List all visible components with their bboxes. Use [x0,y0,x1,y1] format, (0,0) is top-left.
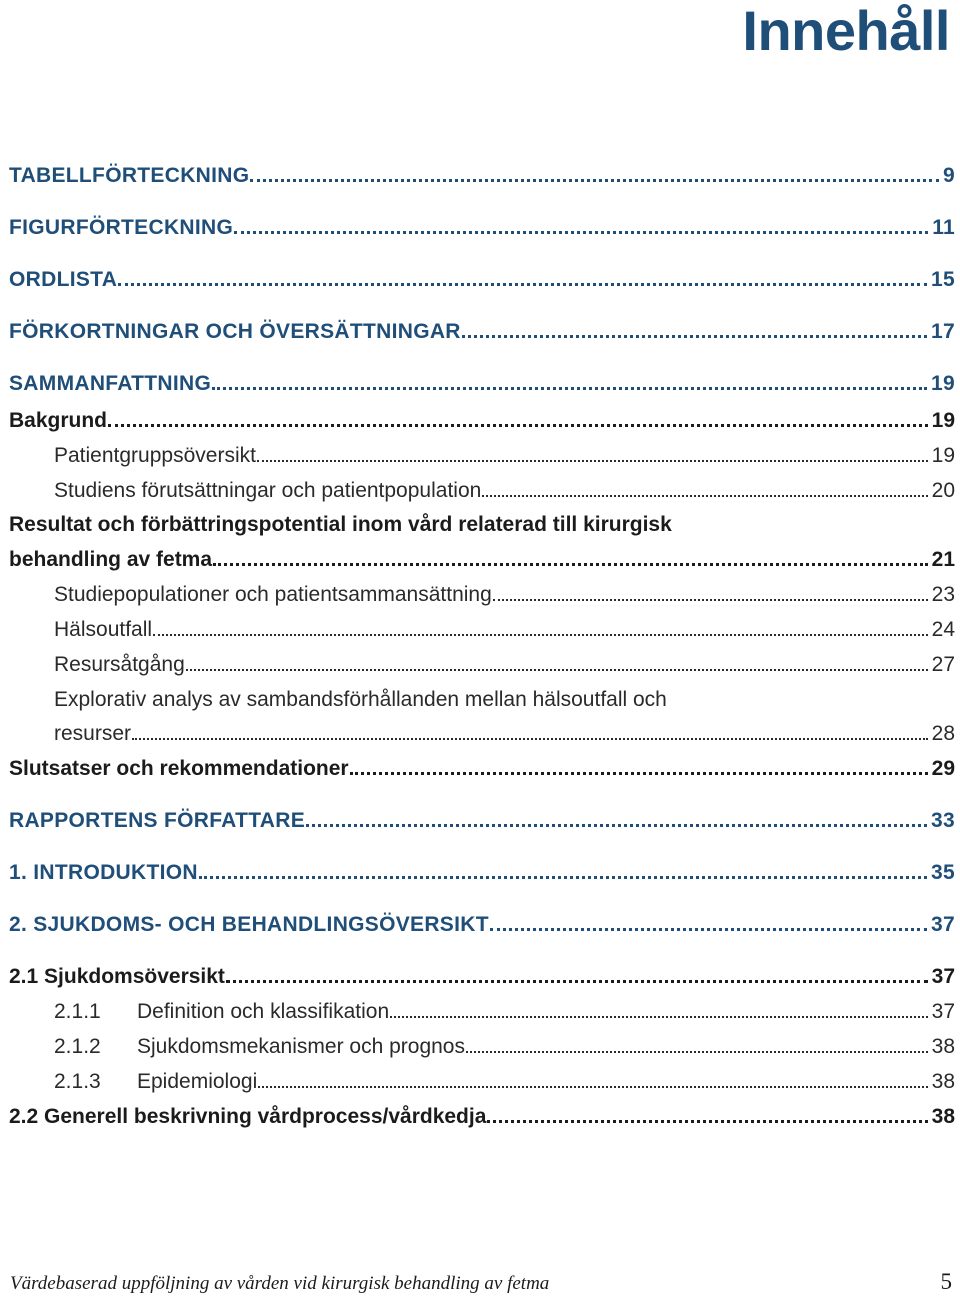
toc-label: RAPPORTENS FÖRFATTARE [9,809,306,832]
dot-leader [152,632,929,636]
dot-leader [107,423,929,427]
toc-entry-figurforteckning[interactable] [9,216,955,240]
toc-label: 2.1 Sjukdomsöversikt [9,965,225,988]
toc-label: Studiepopulationer och patientsammansättning [54,583,492,606]
toc-label: Studiens förutsättningar och patientpopulation [54,479,482,502]
dot-leader [461,334,928,338]
toc-section-number: 2.1.2 [54,1035,101,1058]
toc-label: TABELLFÖRTECKNING [9,164,250,187]
toc-label-line1[interactable]: Resultat och förbättringspotential inom vård relaterad till kirurgisk [9,513,672,536]
toc-entry-generell-beskrivning[interactable] [9,1105,955,1129]
toc-page-number: 19 [931,444,955,467]
toc-label [54,1000,389,1024]
toc-entry-halsoutfall[interactable] [9,618,955,642]
toc-label: 2.2 Generell beskrivning vårdprocess/vårdkedja [9,1105,487,1128]
toc-label: Bakgrund [9,409,108,432]
toc-section-number: 2.1.1 [54,1000,101,1023]
dot-leader [211,386,928,390]
toc-label-text: Definition och klassifikation [137,1000,390,1023]
toc-entry-sjukdomsoversikt[interactable] [9,965,955,989]
toc-entry-tabellforteckning[interactable] [9,164,955,188]
page-title: Innehåll [742,0,950,62]
toc-label [54,1070,257,1094]
toc-page-number: 11 [932,216,955,239]
dot-leader [185,667,929,671]
footer-title: Värdebaserad uppföljning av vården vid kirurgisk behandling av fetma [10,1273,550,1294]
toc-entry-sjukdomsmekanismer[interactable] [9,1035,955,1059]
dot-leader [117,282,928,286]
dot-leader [465,1049,929,1053]
toc-label: FIGURFÖRTECKNING [9,216,234,239]
toc-entry-sjukdoms-och-behandlingsoversikt[interactable] [9,913,955,937]
toc-label: 2. SJUKDOMS- OCH BEHANDLINGSÖVERSIKT [9,913,489,936]
toc-page-number: 24 [931,618,955,641]
toc-entry-bakgrund[interactable] [9,409,955,433]
toc-entry-explorativ-analys[interactable] [9,722,955,746]
toc-entry-sammanfattning[interactable] [9,372,955,396]
toc-label-text: Epidemiologi [137,1070,258,1093]
toc-label-text: Sjukdomsmekanismer och prognos [137,1035,465,1058]
page-footer [10,1269,952,1299]
dot-leader [233,230,929,234]
dot-leader [212,562,929,566]
toc-entry-resultat[interactable] [9,548,955,572]
toc-page-number: 15 [931,268,955,291]
toc-label: Slutsatser och rekommendationer [9,757,349,780]
toc-page-number: 37 [931,913,955,936]
toc-label [54,1035,465,1059]
toc-entry-epidemiologi[interactable] [9,1070,955,1094]
toc-page-number: 17 [931,320,955,343]
dot-leader [349,771,929,775]
toc-entry-rapportens-forfattare[interactable] [9,809,955,833]
toc-label: SAMMANFATTNING [9,372,212,395]
dot-leader [198,875,928,879]
toc-page-number: 37 [931,965,955,988]
toc-page-number: 19 [931,372,955,395]
dot-leader [492,597,929,601]
dot-leader [131,736,929,740]
toc-entry-slutsatser[interactable] [9,757,955,781]
toc-label: FÖRKORTNINGAR OCH ÖVERSÄTTNINGAR [9,320,461,343]
dot-leader [257,1084,928,1088]
dot-leader [249,178,940,182]
toc-label: behandling av fetma [9,548,213,571]
toc-label: Hälsoutfall [54,618,153,641]
dot-leader [486,1119,928,1123]
dot-leader [225,979,929,983]
dot-leader [256,458,929,462]
toc-entry-patientgruppsoversikt[interactable] [9,444,955,468]
toc-page-number: 29 [931,757,955,780]
toc-page-number: 9 [943,164,955,187]
dot-leader [305,823,928,827]
toc-section-number: 2.1.3 [54,1070,101,1093]
toc-page-number: 37 [931,1000,955,1023]
dot-leader [489,927,928,931]
toc-entry-ordlista[interactable] [9,268,955,292]
toc-page-number: 20 [931,479,955,502]
toc-entry-studiepopulationer[interactable] [9,583,955,607]
footer-page-number: 5 [940,1269,952,1294]
toc-label: ORDLISTA [9,268,118,291]
toc-page-number: 38 [931,1035,955,1058]
dot-leader [481,493,928,497]
toc-entry-resursatgang[interactable] [9,653,955,677]
toc-page-number: 33 [931,809,955,832]
toc-page-number: 19 [931,409,955,432]
toc-page-number: 27 [931,653,955,676]
toc-entry-definition[interactable] [9,1000,955,1024]
toc-entry-introduktion[interactable] [9,861,955,885]
toc-entry-studiens-forutsattningar[interactable] [9,479,955,503]
toc-page-number: 38 [931,1070,955,1093]
toc-label: 1. INTRODUKTION [9,861,198,884]
toc-label-line1[interactable]: Explorativ analys av sambandsförhållanden mellan hälsoutfall och [54,688,667,711]
toc-entry-forkortningar[interactable] [9,320,955,344]
toc-page-number: 38 [931,1105,955,1128]
toc-label: Resursåtgång [54,653,185,676]
toc-label: Patientgruppsöversikt [54,444,256,467]
toc-page-number: 35 [931,861,955,884]
toc-label: resurser [54,722,132,745]
toc-page-number: 23 [931,583,955,606]
toc-page-number: 28 [931,722,955,745]
dot-leader [389,1014,929,1018]
toc-page-number: 21 [931,548,955,571]
